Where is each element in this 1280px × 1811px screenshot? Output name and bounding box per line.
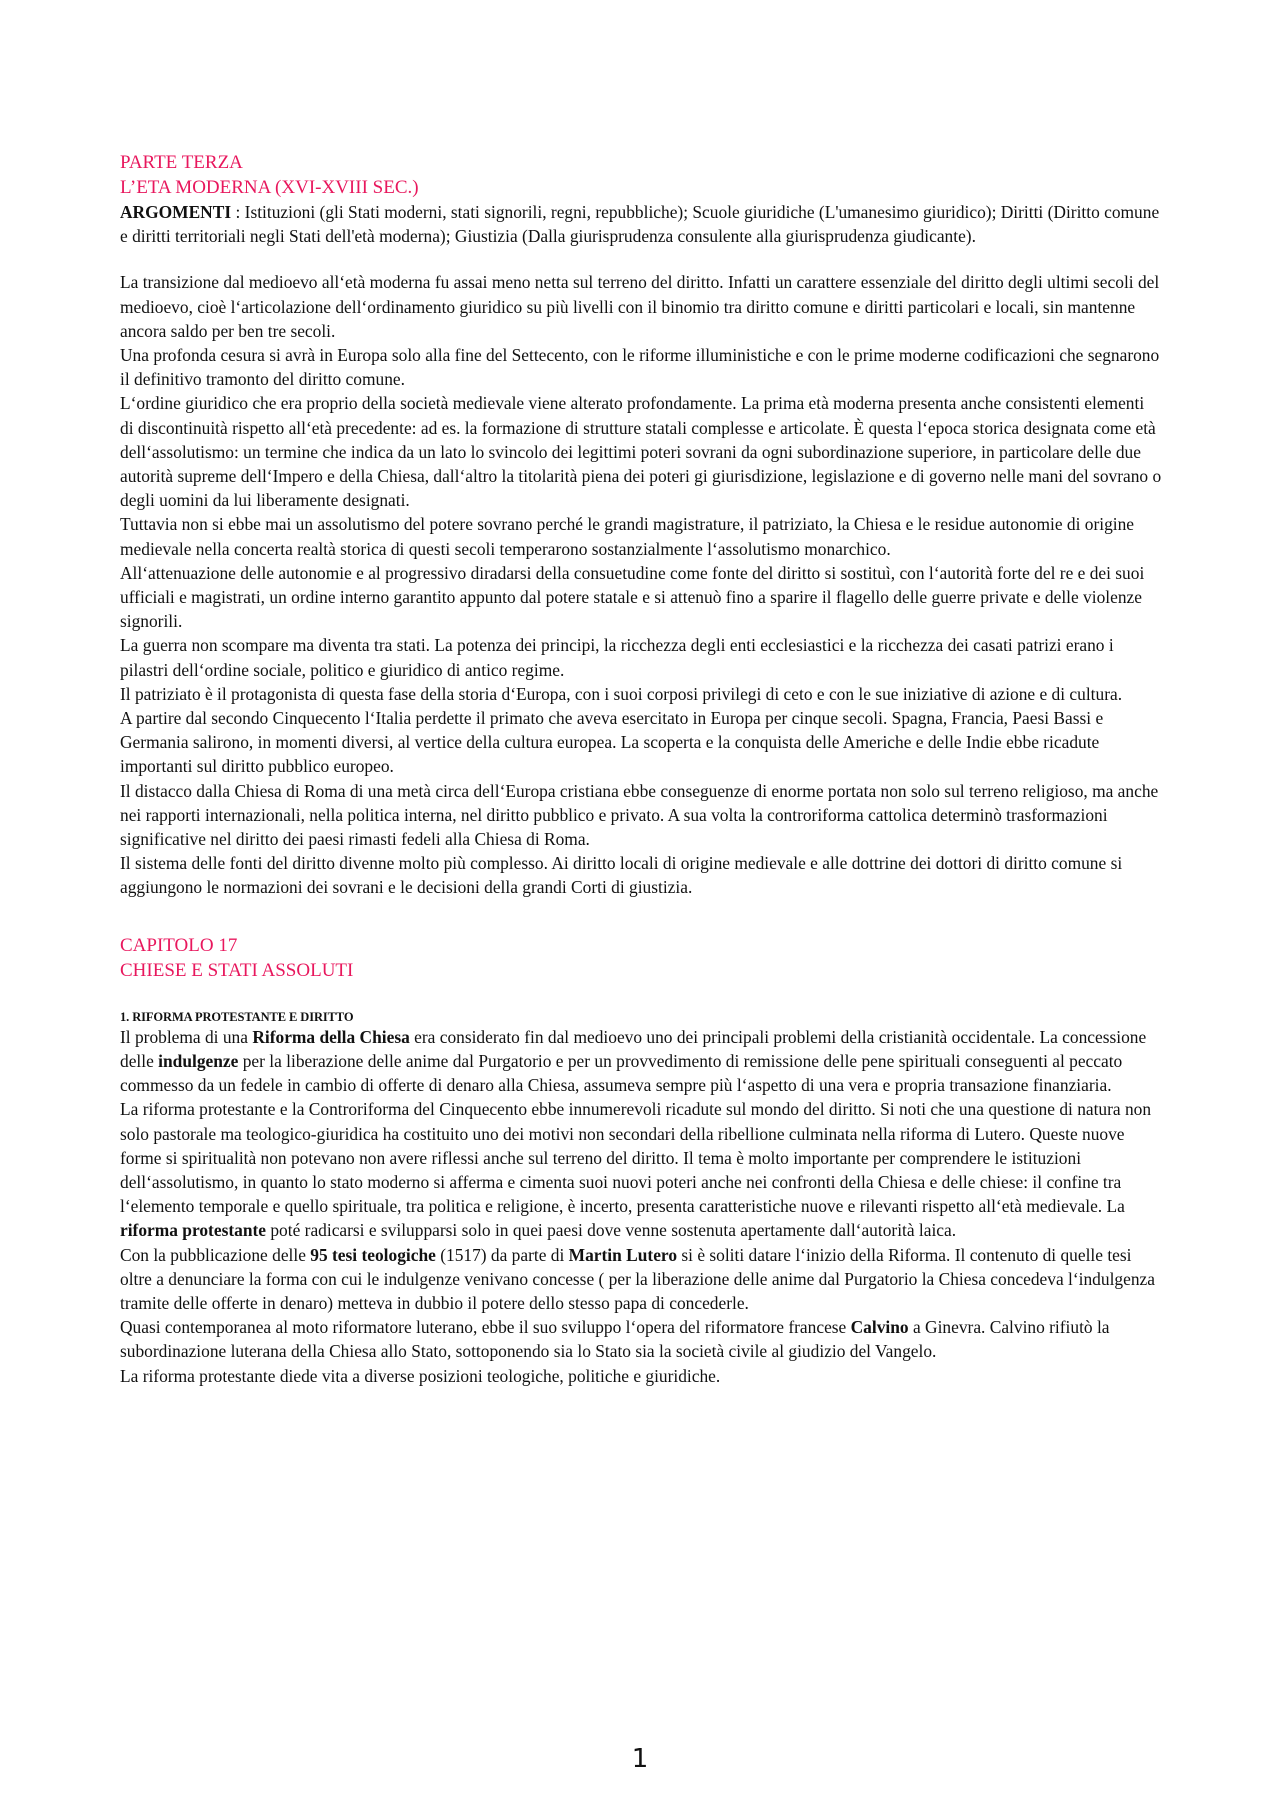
text-run: a Ginevra. Calvino rifiutò la subordinazione luterana della Chiesa allo Stato, sottoponendo sia lo Stato sia la società civile al giudizio del Vangelo. [120,1317,1110,1362]
arguments-label: ARGOMENTI [120,202,232,222]
chapter-heading [120,933,1162,983]
part-subtitle: L’ETA MODERNA (XVI-XVIII SEC.) [120,177,419,198]
text-run: per la liberazione delle anime dal Purgatorio e per un provvedimento di remissione delle pene spirituali conseguenti al peccato commesso da un fedele in cambio di offerte di denaro alla Chiesa, assumeva sempre più l‘aspetto di una vera e propria transazione finanziaria. [120,1050,1123,1096]
section-paragraph [120,1097,1162,1242]
bold-term: Calvino [850,1317,909,1338]
intro-paragraph: A partire dal secondo Cinquecento l‘Italia perdette il primato che aveva esercitato in Europa per cinque secoli. Spagna, Francia, Paesi Bassi e Germania salirono, in momenti diversi, al vertice della cultura europea. La scoperta e la conquista delle Americhe e delle Indie ebbe ricadute importanti sul diritto pubblico europeo. [120,708,1104,777]
text-run: Quasi contemporanea al moto riformatore luterano, ebbe il suo sviluppo l‘opera del riformatore francese [120,1317,851,1338]
text-run: La riforma protestante e la Controriforma del Cinquecento ebbe innumerevoli ricadute sul mondo del diritto. Si noti che una questione di natura non solo pastorale ma teologico-giuridica ha costituito uno dei motivi non secondari della ribellione culminata nella riforma di Lutero. Queste nuove forme si spiritualità non potevano non avere riflessi anche sul terreno del diritto. Il tema è molto importante per comprendere le istituzioni dell‘assolutismo, in quanto lo stato moderno si afferma e cimenta suoi nuovi poteri anche nei confronti della Chiesa e delle chiese: il confine tra l‘elemento temporale e quello spirituale, tra politica e religione, è incerto, presenta caratteristiche nuove e rilevanti rispetto all‘età medievale. La [120,1099,1152,1217]
section-title: 1. RIFORMA PROTESTANTE E DIRITTO [120,1009,354,1024]
section-paragraph: La riforma protestante diede vita a diverse posizioni teologiche, politiche e giuridiche. [120,1365,721,1386]
chapter-title: CHIESE E STATI ASSOLUTI [120,959,354,981]
section-paragraph [120,1315,1162,1363]
part-title: PARTE TERZA [120,152,243,173]
section-body [120,1025,1162,1388]
part-heading [120,150,1162,200]
text-run: si è soliti datare l‘inizio della Riforma. Il contenuto di quelle tesi oltre a denunciare la forma con cui le indulgenze venivano concesse ( per la liberazione delle anime dal Purgatorio la Chiesa concedeva l‘indulgenza tramite delle offerte in denaro) metteva in dubbio il potere dello stesso papa di concederle. [120,1244,1155,1313]
intro-paragraph: La guerra non scompare ma diventa tra stati. La potenza dei principi, la ricchezza degli enti ecclesiastici e la ricchezza dei casati patrizi erano i pilastri dell‘ordine sociale, politico e giuridico di antico regime. [120,635,1114,680]
bold-term: riforma protestante [120,1220,267,1241]
intro-paragraph: La transizione dal medioevo all‘età moderna fu assai meno netta sul terreno del diritto. Infatti un carattere essenziale del diritto degli ultimi secoli del medioevo, cioè l‘articolazione dell‘ordinamento giuridico su più livelli con il binomio tra diritto comune e diritti particolari e locali, sin mantenne ancora saldo per ben tre secoli. [120,272,1160,341]
chapter-number: CAPITOLO 17 [120,934,238,956]
section-paragraph [120,1025,1162,1098]
bold-term: 95 tesi teologiche [310,1244,436,1265]
section-paragraph [120,1243,1162,1316]
bold-term: Riforma della Chiesa [252,1026,410,1047]
intro-paragraph: All‘attenuazione delle autonomie e al progressivo diradarsi della consuetudine come fonte del diritto si sostituì, con l‘autorità forte del re e dei suoi ufficiali e magistrati, un ordine interno garantito appunto dal potere statale e si attenuò fino a sparire il flagello delle guerre private e delle violenze signorili. [120,562,1145,632]
text-run: Con la pubblicazione delle [120,1244,311,1265]
intro-paragraph: L‘ordine giuridico che era proprio della società medievale viene alterato profondamente. La prima età moderna presenta anche consistenti elementi di discontinuità rispetto all‘età precedente: ad es. la formazione di strutture statali complesse e articolate. È questa l‘epoca storica designata come età dell‘assolutismo: un termine che indica da un lato lo svincolo dei legittimi poteri sovrani da ogni subordinazione superiore, in particolare delle due autorità supreme dell‘Impero e della Chiesa, dall‘altro la titolarità piena dei poteri gi giurisdizione, legislazione e di governo nelle mani del sovrano o degli uomini da lui liberamente designati. [120,393,1162,511]
bold-term: Martin Lutero [568,1244,678,1265]
document-page [120,150,1162,1388]
text-run: (1517) da parte di [435,1244,569,1265]
intro-paragraph: Tuttavia non si ebbe mai un assolutismo del potere sovrano perché le grandi magistrature, il patriziato, la Chiesa e le residue autonomie di origine medievale nella concerta realtà storica di questi secoli temperarono sostanzialmente l‘assolutismo monarchico. [120,514,1135,559]
page-number: 1 [631,1744,649,1774]
intro-section [120,270,1162,899]
arguments-text: : Istituzioni (gli Stati moderni, stati signorili, regni, repubbliche); Scuole giuridiche (L'umanesimo giuridico); Diritti (Diritto comune e diritti territoriali negli Stati dell'età moderna); Giustizia (Dalla giurisprudenza consulente alla giurisprudenza giudicante). [120,202,1160,247]
text-run: poté radicarsi e svilupparsi solo in quei paesi dove venne sostenuta apertamente dall‘autorità laica. [266,1220,957,1241]
bold-term: indulgenze [158,1050,239,1071]
intro-paragraph: Il sistema delle fonti del diritto divenne molto più complesso. Ai diritto locali di origine medievale e alle dottrine dei dottori di diritto comune si aggiungono le normazioni dei sovrani e le decisioni della grandi Corti di giustizia. [120,853,1123,898]
intro-paragraph: Il patriziato è il protagonista di questa fase della storia d‘Europa, con i suoi corposi privilegi di ceto e con le sue iniziative di azione e di cultura. [120,683,1123,704]
arguments-paragraph [120,200,1162,248]
intro-paragraph: Il distacco dalla Chiesa di Roma di una metà circa dell‘Europa cristiana ebbe conseguenze di enorme portata non solo sul terreno religioso, ma anche nei rapporti internazionali, nella politica interna, nel diritto pubblico e privato. A sua volta la controriforma cattolica determinò trasformazioni significative nel diritto dei paesi rimasti fedeli alla Chiesa di Roma. [120,780,1159,850]
intro-paragraph: Una profonda cesura si avrà in Europa solo alla fine del Settecento, con le riforme illuministiche e con le prime moderne codificazioni che segnarono il definitivo tramonto del diritto comune. [120,345,1160,390]
text-run: era considerato fin dal medioevo uno dei principali problemi della cristianità occidentale. La concessione delle [120,1026,1147,1071]
text-run: Il problema di una [120,1026,253,1047]
